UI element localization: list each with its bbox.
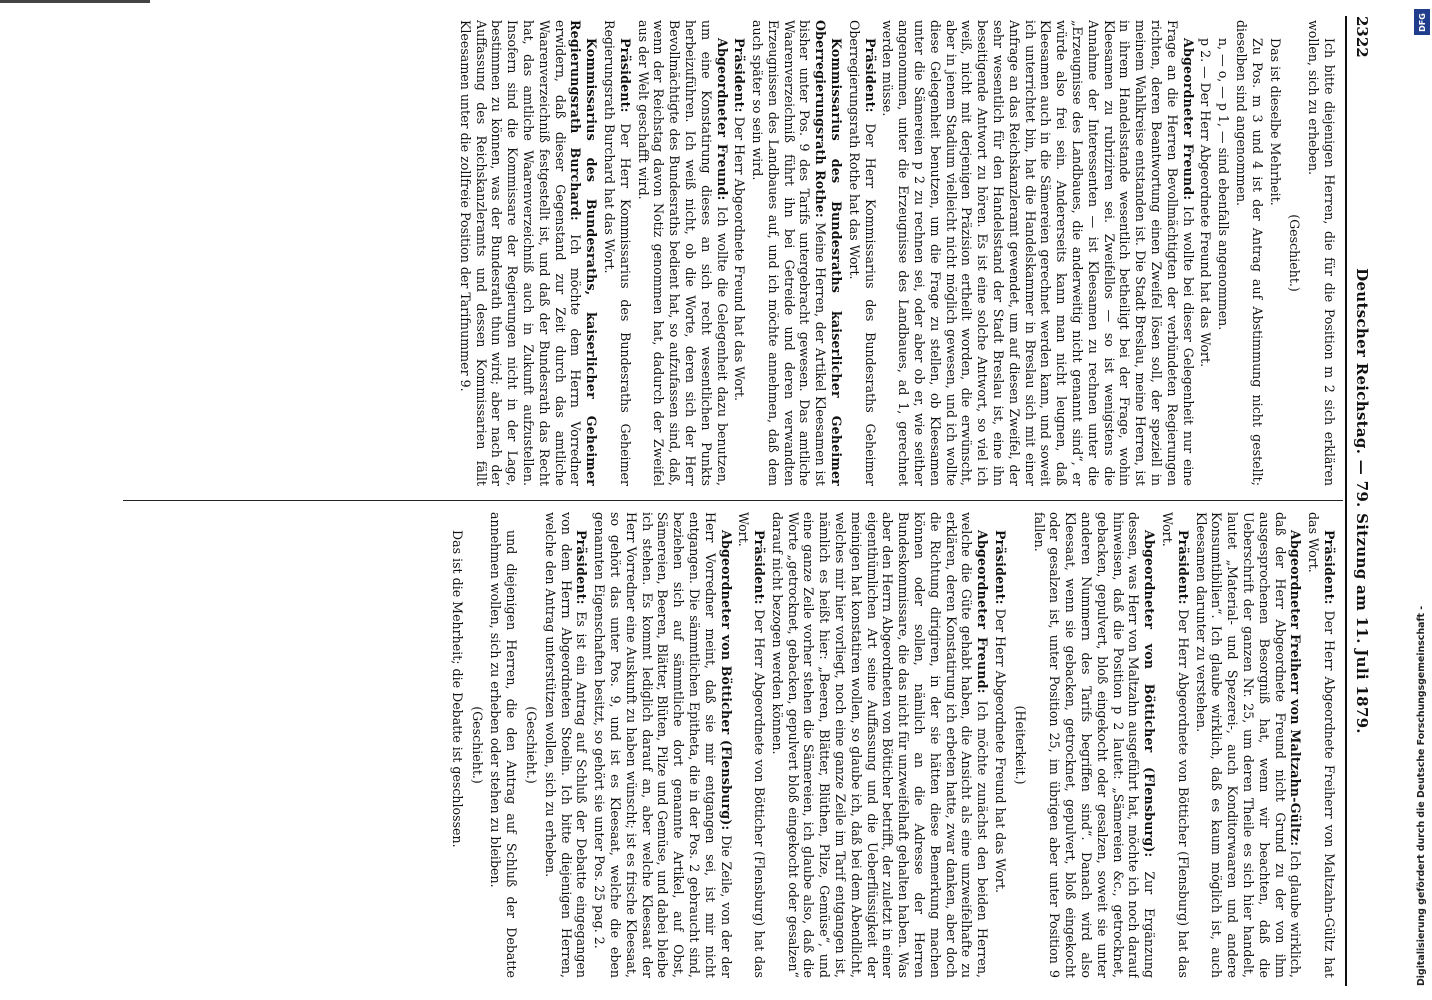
speaker-name: Präsident: <box>1322 530 1337 605</box>
speech-text: Es ist ein Antrag auf Schluß der Debatte eingegangen von dem Herrn Abgeordneten Stoelin. Ich bitte diejenigen Herren, welche den Antrag unterstützen wollen, sich zu erheben. <box>542 512 590 978</box>
speech-text: Ich möchte dem Herrn Vorredner erwidern, daß dieser Gegenstand zur Zeit durch das amtliche Waarenverzeichniß festgestellt ist, und daß der Bundesrath das Recht hat, das amtliche Waarenverzeichniß auch in Zukunft aufzustellen. Insofern sind die Kommissare der Regierungen nicht in der Lage, bestimmen zu können, was der Bundesrath thun wird; aber nach der Auffassung des Reichskanzleramts und dessen Kommissarien fällt Kleesamen unter die zollfreie Position der Tarifnummer 9. <box>457 20 584 486</box>
speech-text: Der Herr Abgeordnete Freund hat das Wort. <box>732 116 748 402</box>
speaker-name: Präsident: <box>574 530 590 605</box>
speaker-name: Abgeordneter Freiherr von Maltzahn-Gültz: <box>1288 530 1304 847</box>
speech-paragraph <box>749 20 844 486</box>
speech-paragraph <box>732 20 748 486</box>
speaker-name: Kommissarius des Bundesraths kaiserlicher Geheimer Oberregierungsrath Rothe: <box>813 20 845 486</box>
speech-text: Ich wollte die Gelegenheit dazu benutzen, um eine Konstatirung dieses an sich recht wesentlichen Punkts herbeizuführen. Ich weiß nicht, ob die Worte, deren sich der Herr Bevollmächtigte des Bundesraths bedient hat, so aufzufassen sind, daß, wenn der Reichstag davon Notiz genommen hat, dadurch der Zweifel aus der Welt geschafft wird. <box>635 20 730 486</box>
text-paragraph: Ich bitte diejenigen Herren, die für die Position m 2 sich erklären wollen, sich zu erheben. <box>1306 20 1337 486</box>
text-paragraph: Das ist dieselbe Mehrheit. <box>1267 38 1283 206</box>
speaker-name: Präsident: <box>1175 530 1191 605</box>
document-sheet <box>37 16 1377 986</box>
speech-text: Ich wollte bei dieser Gelegenheit nur eine Frage an die Herren Bevollmächtigten der verbündeten Regierungen richten, deren Beantwortung einen Zweifel lösen soll, der speziell in meinem Wahlkreise entstanden ist. Die Stadt Breslau, meine Herren, ist in ihrem Handelsstande wesentlich betheiligt bei der Frage, wohin Kleesamen zu rubriziren sei. Zweifellos — so ist wenigstens die Annahme der Interessenten — ist Kleesamen zu rechnen unter die „Erzeugnisse des Landbaues, die anderweitig nicht genannt sind“, er würde also frei sein. Andererseits kann man nicht leugnen, daß Kleesamen auch in die Sämereien gerechnet werden kann, und soweit ich unterrichtet bin, hat die Handelskammer in Breslau sich mit einer Anfrage an das Reichskanzleramt gewendet, um auf diesen Zweifel, der sehr wesentlich für den Handelsstand der Stadt Breslau ist, eine ihn beseitigende Antwort zu hören. Es ist eine solche Antwort, so viel ich weiß, nicht mit derjenigen Präzision ertheilt worden, die erwünscht, aber in jenem Stadium vielleicht nicht möglich gewesen, und ich wollte diese Gelegenheit benutzen, um die Frage zu stellen, ob Kleesamen unter die Sämereien p 2 zu rechnen sei, oder aber ob er, wie seither angenommen, unter die Erzeugnisse des Landbaues, ad 1, gerechnet werden müsse. <box>880 20 1196 486</box>
speech-text: Die Zeile, von der der Herr Vorredner meint, daß sie mir entgangen sei, ist mir nicht entgangen. Die sämmtlichen Epitheta, die in der Pos. 2 gebraucht sind, beziehen sich auf sämmtliche dort genannte Artikel, auf Obst, Sämereien, Beeren, Blätter, Blüten, Pilze und Gemüse, und dabei bleibe ich stehen. Es kommt lediglich darauf an, aber welche Kleesaat der Herr Vorredner eine Auskunft zu haben wünscht; ist es frische Kleesaat, so gehört das unter Pos. 9, und ist es Kleesaat, welche die eben genannten Eigenschaften besitzt, so gehört sie unter Pos. 25 pag. 2. <box>592 512 734 978</box>
stage-direction: (Heiterkeit.) <box>1012 705 1028 785</box>
text-paragraph: Das ist die Mehrheit; die Debatte ist geschlossen. <box>449 530 465 848</box>
speaker-name: Abgeordneter von Bötticher (Flensburg): <box>718 530 734 831</box>
speaker-name: Abgeordneter Freund: <box>1180 38 1196 201</box>
speech-paragraph <box>769 512 990 978</box>
speech-paragraph <box>601 20 633 486</box>
speech-paragraph <box>1193 512 1304 978</box>
digitization-credit: Digitalisierung gefördert durch die Deutsche Forschungsgemeinschaft - <box>1416 605 1427 986</box>
column-divider <box>123 500 1343 501</box>
speech-paragraph <box>457 20 599 486</box>
speaker-name: Abgeordneter Freund: <box>714 38 730 201</box>
speech-paragraph <box>542 512 589 978</box>
speech-paragraph <box>736 512 768 978</box>
speech-text: Der Herr Kommissarius des Bundesraths Geheimer Oberregierungsrath Rothe hat das Wort. <box>846 20 878 486</box>
speech-paragraph <box>1031 512 1157 978</box>
stage-direction: (Geschieht.) <box>469 706 485 784</box>
left-column <box>97 20 1337 486</box>
speech-text: Zur Ergänzung dessen, was Herr von Maltzahn ausgeführt hat, möchte ich noch darauf hinweisen, daß die Position p 2 lautet: „Sämereien &c., getrocknet, gebacken, gepulvert, bloß eingekocht oder gesalzen, soweit sie unter anderen Nummern des Tarifs begriffen sind“. Danach wird also Kleesaat, wenn sie gebacken, getrocknet, gepulvert, bloß eingekocht oder gesalzen ist, unter Position 25, im übrigen aber unter Position 9 fallen. <box>1031 512 1158 978</box>
speaker-name: Präsident: <box>862 38 878 113</box>
speech-paragraph <box>635 20 730 486</box>
speech-text: Meine Herren, der Artikel Kleesamen ist bisher unter Pos. 9 des Tarifs untergebracht gewesen. Das amtliche Waarenverzeichniß führt ihn bei Getreide und deren verwandten Erzeugnissen des Landbaues auf, und ich möchte annehmen, daß dem auch später so sein wird. <box>750 20 829 486</box>
text-paragraph: und diejenigen Herren, die den Antrag auf Schluß der Debatte annehmen wollen, sich zu erheben oder stehen zu bleiben. <box>488 512 520 978</box>
speaker-name: Abgeordneter Freund: <box>975 530 991 694</box>
text-paragraph: p 2. — Der Herr Abgeordnete Freund hat das Wort. <box>1198 38 1214 368</box>
speech-paragraph <box>992 512 1008 978</box>
dfg-logo: DFG <box>1414 9 1430 35</box>
speech-text: Der Herr Abgeordnete von Bötticher (Flensburg) hat das Wort. <box>736 512 768 978</box>
right-column <box>97 512 1337 978</box>
speech-text: Der Herr Abgeordnete von Bötticher (Flensburg) hat das Wort. <box>1160 512 1191 978</box>
speaker-name: Abgeordneter von Bötticher (Flensburg): <box>1142 530 1158 858</box>
text-paragraph: n, — o, — p 1, — sind ebenfalls angenommen. <box>1216 38 1232 331</box>
page-header <box>1347 16 1377 986</box>
page-number: 2322 <box>1353 16 1371 58</box>
text-paragraph: Zu Pos. m 3 und 4 ist der Antrag auf Abstimmung nicht gestellt; dieselben sind angenommen. <box>1234 20 1265 486</box>
speech-text: Der Herr Kommissarius des Bundesraths Geheimer Regierungsrath Burchard hat das Wort. <box>601 20 633 486</box>
speech-text: Der Herr Abgeordnete Freund hat das Wort. <box>993 608 1009 894</box>
speech-paragraph <box>1159 512 1191 978</box>
speaker-name: Präsident: <box>732 38 748 113</box>
speech-text: Der Herr Abgeordnete Freiherr von Maltzahn-Gültz hat das Wort. <box>1306 512 1337 978</box>
speech-paragraph <box>1305 512 1337 978</box>
speaker-name: Präsident: <box>617 38 633 113</box>
speech-text: Ich glaube wirklich, daß der Herr Abgeordnete Freund nicht Grund zu der von ihm ausgesprochenen Besorgniß hat, wenn wir beachten, daß die Ueberschrift der ganzen Nr. 25, um deren Theile es sich hier handelt, lautet „Material- und Spezerei-, auch Konditorwaaren und andere Konsumtibilien“. Ich glaube wirklich, daß es kaum möglich ist, auch Kleesamen darunter zu verstehen. <box>1193 512 1304 978</box>
header-rule <box>1345 16 1347 986</box>
running-title: Deutscher Reichstag. — 79. Sitzung am 11. Juli 1879. <box>1353 268 1371 734</box>
speech-paragraph <box>880 20 1196 486</box>
speech-text: Ich möchte zunächst den beiden Herren, welche die Güte gehabt haben, die Ansicht als eine unzweifelhafte zu erklären, deren Konstatirung ich erbeten hatte, zwar danken, aber doch die Richtung dirigiren, in der sie hätten diese Bemerkung machen können oder sollen, nämlich an die Adresse der Herren Bundeskommissare, die das nicht für unzweifelhaft gehalten haben. Was aber den Herrn Abgeordneten von Bötticher betrifft, der zuletzt in einer eigenthümlichen Art seine Auffassung und die Ueberflüssigkeit der meinigen hat konstatiren wollen, so glaube ich, daß bei dem Abendlicht, welches mir hier vorliegt, noch eine ganze Zeile im Tarif entgangen ist, nämlich es heißt hier: „Beeren, Blätter, Blüthen, Pilze, Gemüse“, und eine ganze Zeile vorher stehen die Sämereien, ich glaube also, daß die Worte „getrocknet, gebacken, gepulvert bloß eingekocht oder gesalzen“ darauf nicht bezogen werden können. <box>769 512 991 978</box>
speaker-name: Kommissarius des Bundesraths, kaiserlicher Geheimer Regierungsrath Burchard: <box>568 20 600 486</box>
speaker-name: Präsident: <box>993 530 1009 605</box>
speech-paragraph <box>846 20 878 486</box>
stage-direction: (Geschieht.) <box>1287 214 1303 292</box>
speaker-name: Präsident: <box>752 530 768 605</box>
speech-paragraph <box>591 512 733 978</box>
stage-direction: (Geschieht.) <box>523 706 539 784</box>
